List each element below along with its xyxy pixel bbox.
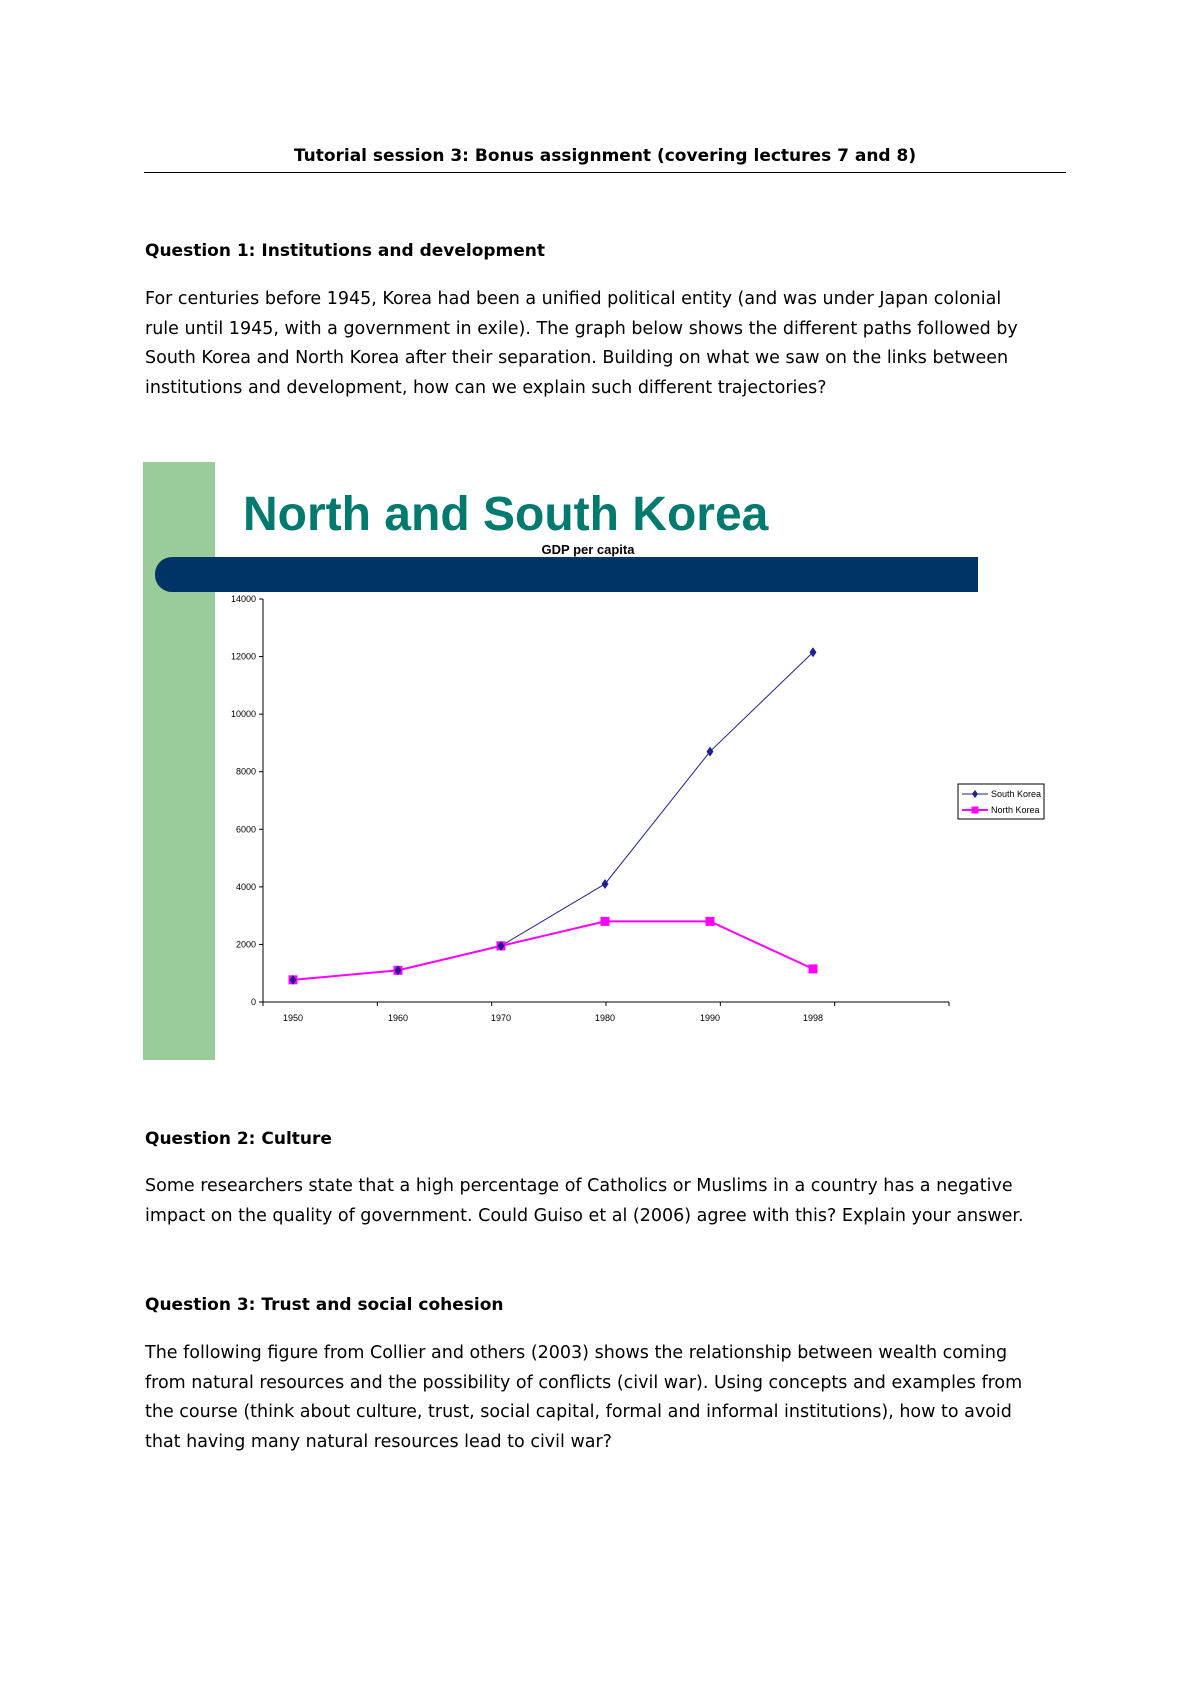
figure-sidebar xyxy=(143,462,215,1060)
question-2-body xyxy=(145,1172,1065,1231)
chart-title: North and South Korea xyxy=(243,488,769,541)
chart-legend xyxy=(958,784,1044,819)
question-1-line: rule until 1945, with a government in exile). The graph below shows the different paths followed by xyxy=(145,318,1018,339)
question-3-title: Question 3: Trust and social cohesion xyxy=(145,1295,504,1315)
x-tick-label: 1990 xyxy=(699,1013,721,1023)
series-line-south-korea xyxy=(293,652,813,980)
question-3-body xyxy=(145,1339,1065,1457)
x-tick-label: 1970 xyxy=(490,1013,512,1023)
question-1-title: Question 1: Institutions and development xyxy=(145,241,546,261)
north-korea-point xyxy=(601,917,610,926)
y-tick-label: 0 xyxy=(250,997,256,1007)
y-tick-label: 12000 xyxy=(230,651,256,662)
question-2-line: impact on the quality of government. Could Guiso et al (2006) agree with this? Explain your answer. xyxy=(145,1205,1024,1226)
header-rule xyxy=(144,172,1066,173)
question-1-line: South Korea and North Korea after their separation. Building on what we saw on the links between xyxy=(145,348,1009,368)
question-2-title: Question 2: Culture xyxy=(145,1129,332,1149)
x-tick-label: 1980 xyxy=(594,1013,616,1023)
question-3-line: from natural resources and the possibility of conflicts (civil war). Using concepts and examples from xyxy=(145,1372,1023,1393)
legend-label: North Korea xyxy=(991,805,1040,815)
figure-banner-end xyxy=(183,557,978,592)
north-korea-point xyxy=(706,917,715,926)
legend-label: South Korea xyxy=(991,789,1042,799)
question-3-line: the course (think about culture, trust, social capital, formal and informal institutions), how to avoid xyxy=(145,1402,1012,1422)
y-tick-label: 6000 xyxy=(235,824,256,835)
south-korea-point xyxy=(810,647,817,657)
x-tick-label: 1950 xyxy=(282,1013,304,1023)
question-1-body xyxy=(145,285,1065,403)
question-3-line: The following figure from Collier and others (2003) shows the relationship between wealth coming xyxy=(145,1343,1008,1363)
chart-subtitle: GDP per capita xyxy=(541,542,635,557)
page-header: Tutorial session 3: Bonus assignment (covering lectures 7 and 8) xyxy=(293,146,917,166)
y-tick-label: 8000 xyxy=(235,766,256,777)
x-tick-label: 1998 xyxy=(802,1013,824,1023)
korea-gdp-figure xyxy=(143,462,1055,1060)
x-tick-label: 1960 xyxy=(387,1013,409,1023)
korea-gdp-chart xyxy=(143,462,1055,1060)
y-tick-label: 10000 xyxy=(230,709,256,720)
north-korea-point xyxy=(809,964,818,973)
legend-marker xyxy=(972,807,979,814)
question-1-line: institutions and development, how can we explain such different trajectories? xyxy=(145,377,827,398)
series-line-north-korea xyxy=(293,921,813,979)
y-tick-label: 4000 xyxy=(235,881,256,892)
y-tick-label: 2000 xyxy=(235,939,256,950)
question-1-line: For centuries before 1945, Korea had been a unified political entity (and was under Japan colonial xyxy=(145,289,1002,309)
y-tick-label: 14000 xyxy=(230,594,256,604)
question-3-line: that having many natural resources lead to civil war? xyxy=(145,1431,612,1452)
question-2-line: Some researchers state that a high percentage of Catholics or Muslims in a country has a negative xyxy=(145,1176,1013,1196)
